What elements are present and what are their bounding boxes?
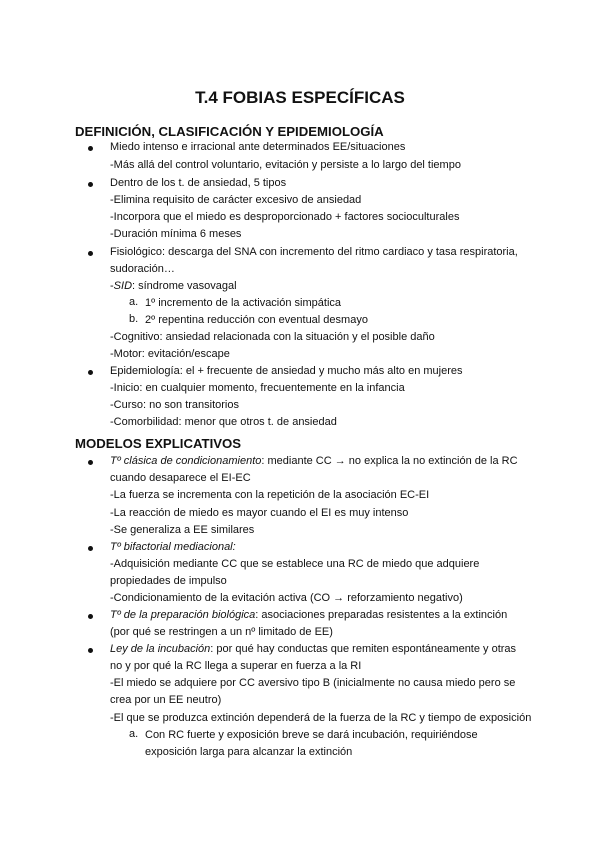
sub-item: -Comorbilidad: menor que otros t. de ansiedad xyxy=(110,416,337,428)
section-heading-modelos: MODELOS EXPLICATIVOS xyxy=(75,436,242,451)
alpha-marker: a. xyxy=(129,296,139,308)
bullet xyxy=(88,146,93,151)
sid-dash: - xyxy=(110,280,114,292)
bullet xyxy=(88,648,93,653)
page-title: T.4 FOBIAS ESPECÍFICAS xyxy=(195,88,405,107)
alpha-item: 2º repentina reducción con eventual desmayo xyxy=(145,314,368,326)
list-item-continuation: cuando desaparece el EI-EC xyxy=(110,472,251,484)
sub-item-continuation: crea por un EE neutro) xyxy=(110,694,222,706)
sub-item: -Inicio: en cualquier momento, frecuentemente en la infancia xyxy=(110,382,405,394)
model-name: Tº de la preparación biológica xyxy=(110,609,256,621)
bullet xyxy=(88,546,93,551)
list-item xyxy=(110,454,518,468)
list-item: Epidemiología: el + frecuente de ansiedad y mucho más alto en mujeres xyxy=(110,365,463,377)
list-item xyxy=(110,642,516,656)
list-item: Dentro de los t. de ansiedad, 5 tipos xyxy=(110,177,287,189)
sub-item-continuation: propiedades de impulso xyxy=(110,575,227,587)
sub-item: -Curso: no son transitorios xyxy=(110,399,239,411)
list-item: Fisiológico: descarga del SNA con incremento del ritmo cardiaco y tasa respiratoria, xyxy=(110,246,518,258)
sub-item: -Más allá del control voluntario, evitación y persiste a lo largo del tiempo xyxy=(110,159,461,171)
model-name: Tº clásica de condicionamiento xyxy=(110,455,262,467)
bullet xyxy=(88,614,93,619)
list-item-continuation: (por qué se restringen a un nº limitado de EE) xyxy=(110,626,333,638)
sub-item: -Se generaliza a EE similares xyxy=(110,524,255,536)
model-text: : asociaciones preparadas resistentes a la extinción xyxy=(255,609,508,621)
sid-term: SID xyxy=(113,280,133,292)
sub-item: -La reacción de miedo es mayor cuando el EI es muy intenso xyxy=(110,507,409,519)
sub-item: -El miedo se adquiere por CC aversivo tipo B (inicialmente no causa miedo pero se xyxy=(110,677,516,689)
sub-item: -Cognitivo: ansiedad relacionada con la situación y el posible daño xyxy=(110,331,435,343)
list-item: Miedo intenso e irracional ante determinados EE/situaciones xyxy=(110,141,406,153)
sub-item: -La fuerza se incrementa con la repetición de la asociación EC-EI xyxy=(110,489,430,501)
sub-item: -Adquisición mediante CC que se establece una RC de miedo que adquiere xyxy=(110,558,480,570)
sub-item: -Motor: evitación/escape xyxy=(110,348,230,360)
section-heading-definicion: DEFINICIÓN, CLASIFICACIÓN Y EPIDEMIOLOGÍA xyxy=(75,124,384,139)
sub-item: -El que se produzca extinción dependerá de la fuerza de la RC y tiempo de exposición xyxy=(110,712,532,724)
alpha-item-continuation: exposición larga para alcanzar la extinción xyxy=(145,746,353,758)
sub-item-sid xyxy=(110,279,237,293)
alpha-item: 1º incremento de la activación simpática xyxy=(145,297,342,309)
list-item-continuation: sudoración… xyxy=(110,263,175,275)
bullet xyxy=(88,370,93,375)
model-text: : mediante CC → no explica la no extinción de la RC xyxy=(261,455,518,467)
sub-item: -Elimina requisito de carácter excesivo de ansiedad xyxy=(110,194,362,206)
bullet xyxy=(88,182,93,187)
list-item-continuation: no y por qué la RC llega a superar en fuerza a la RI xyxy=(110,660,362,672)
sub-item: -Duración mínima 6 meses xyxy=(110,228,242,240)
list-item: Tº bifactorial mediacional: xyxy=(110,541,236,553)
model-text: : por qué hay conductas que remiten espontáneamente y otras xyxy=(210,643,517,655)
sub-item: -Condicionamiento de la evitación activa (CO → reforzamiento negativo) xyxy=(110,592,463,604)
alpha-marker: b. xyxy=(129,313,139,325)
sid-text: : síndrome vasovagal xyxy=(132,280,237,292)
bullet xyxy=(88,460,93,465)
list-item xyxy=(110,608,507,622)
alpha-item: Con RC fuerte y exposición breve se dará incubación, requiriéndose xyxy=(145,729,478,741)
sub-item: -Incorpora que el miedo es desproporcionado + factores socioculturales xyxy=(110,211,460,223)
bullet xyxy=(88,251,93,256)
model-name: Ley de la incubación xyxy=(110,643,211,655)
alpha-marker: a. xyxy=(129,728,139,740)
